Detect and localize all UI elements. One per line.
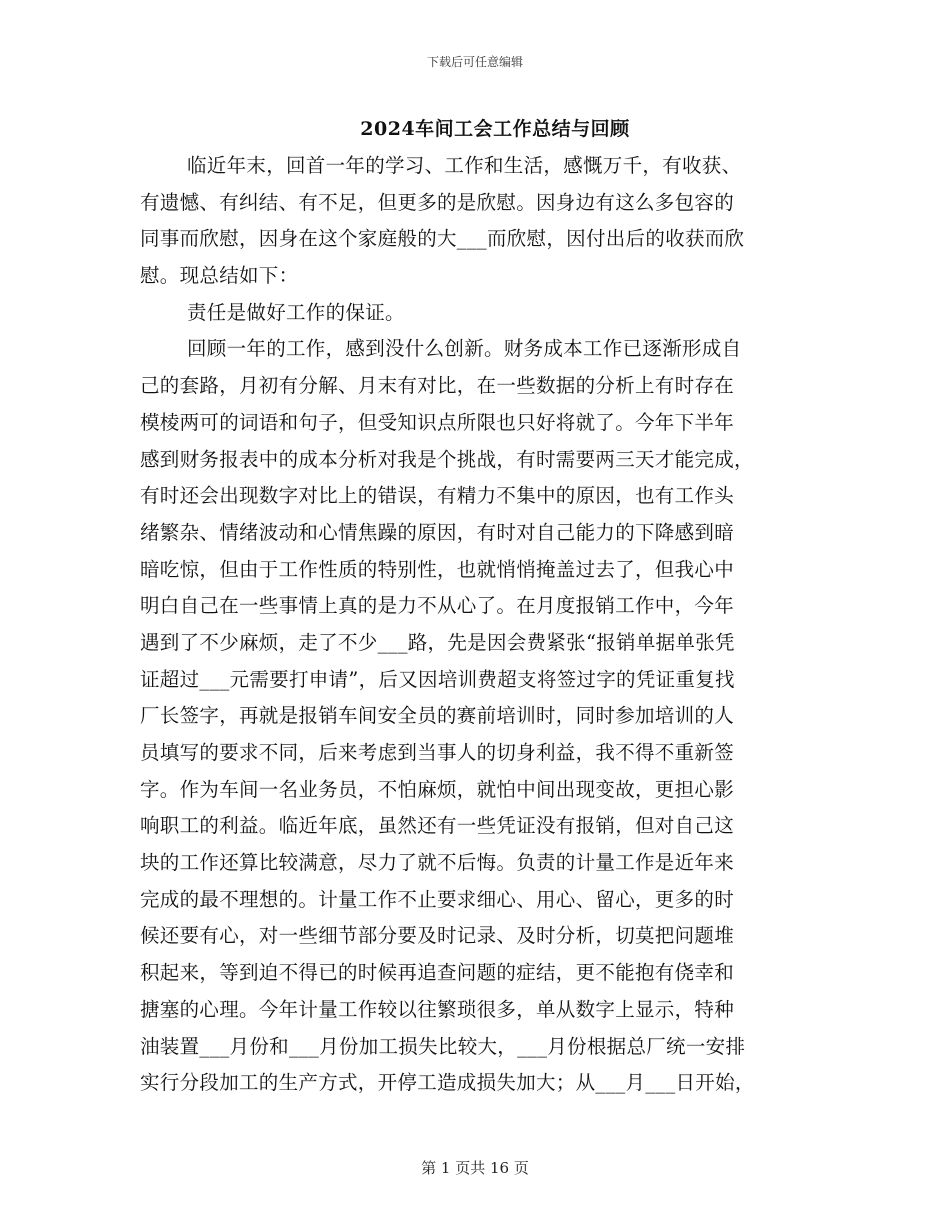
paragraph-line: 积起来，等到迫不得已的时候再追查问题的症结，更不能抱有侥幸和 bbox=[140, 961, 735, 985]
paragraph-line: 响职工的利益。临近年底，虽然还有一些凭证没有报销，但对自己这 bbox=[140, 814, 735, 838]
paragraph-line: 油装置___月份和___月份加工损失比较大，___月份根据总厂统一安排 bbox=[140, 1034, 746, 1058]
paragraph-line: 厂长签字，再就是报销车间安全员的赛前培训时，同时参加培训的人 bbox=[140, 704, 735, 728]
page-footer: 第 1 页共 16 页 bbox=[421, 1159, 529, 1177]
paragraph-line: 搪塞的心理。今年计量工作较以往繁琐很多，单从数字上显示，特种 bbox=[140, 997, 735, 1021]
paragraph-line: 遇到了不少麻烦，走了不少___路，先是因会费紧张“报销单据单张凭 bbox=[140, 630, 735, 654]
paragraph-line: 完成的最不理想的。计量工作不止要求细心、用心、留心，更多的时 bbox=[140, 887, 735, 911]
paragraph-line: 块的工作还算比较满意，尽力了就不后悔。负责的计量工作是近年来 bbox=[140, 851, 735, 875]
paragraph-line: 证超过___元需要打申请”，后又因培训费超支将签过字的凭证重复找 bbox=[140, 667, 735, 691]
paragraph-line: 同事而欣慰，因身在这个家庭般的大___而欣慰，因付出后的收获而欣 bbox=[140, 227, 745, 251]
paragraph-line: 明白自己在一些事情上真的是力不从心了。在月度报销工作中，今年 bbox=[140, 594, 735, 618]
paragraph-line: 临近年末，回首一年的学习、工作和生活，感慨万千，有收获、 bbox=[187, 154, 742, 177]
paragraph-line: 有遗憾、有纠结、有不足，但更多的是欣慰。因身边有这么多包容的 bbox=[140, 190, 735, 214]
paragraph-line: 实行分段加工的生产方式，开停工造成损失加大；从___月___日开始， bbox=[140, 1071, 755, 1095]
paragraph-line: 字。作为车间一名业务员，不怕麻烦，就怕中间出现变故，更担心影 bbox=[140, 777, 735, 801]
paragraph-line: 候还要有心，对一些细节部分要及时记录、及时分析，切莫把问题堆 bbox=[140, 924, 735, 948]
paragraph-line: 慰。现总结如下： bbox=[140, 264, 299, 288]
paragraph-line: 模棱两可的词语和句子，但受知识点所限也只好将就了。今年下半年 bbox=[140, 410, 735, 434]
document-body bbox=[140, 148, 808, 1102]
document-title: 2024车间工会工作总结与回顾 bbox=[360, 118, 630, 140]
paragraph-line: 己的套路，月初有分解、月末有对比，在一些数据的分析上有时存在 bbox=[140, 374, 735, 398]
paragraph-line: 绪繁杂、情绪波动和心情焦躁的原因，有时对自己能力的下降感到暗 bbox=[140, 520, 735, 544]
header-note: 下载后可任意编辑 bbox=[426, 55, 523, 69]
paragraph-line: 回顾一年的工作，感到没什么创新。财务成本工作已逐渐形成自 bbox=[187, 337, 742, 361]
paragraph-line: 员填写的要求不同，后来考虑到当事人的切身利益，我不得不重新签 bbox=[140, 741, 735, 764]
paragraph-line: 感到财务报表中的成本分析对我是个挑战，有时需要两三天才能完成， bbox=[140, 447, 754, 471]
paragraph-line: 暗吃惊，但由于工作性质的特别性，也就悄悄掩盖过去了，但我心中 bbox=[140, 557, 735, 581]
paragraph-line: 责任是做好工作的保证。 bbox=[187, 300, 405, 324]
paragraph-line: 有时还会出现数字对比上的错误，有精力不集中的原因，也有工作头 bbox=[140, 484, 735, 508]
